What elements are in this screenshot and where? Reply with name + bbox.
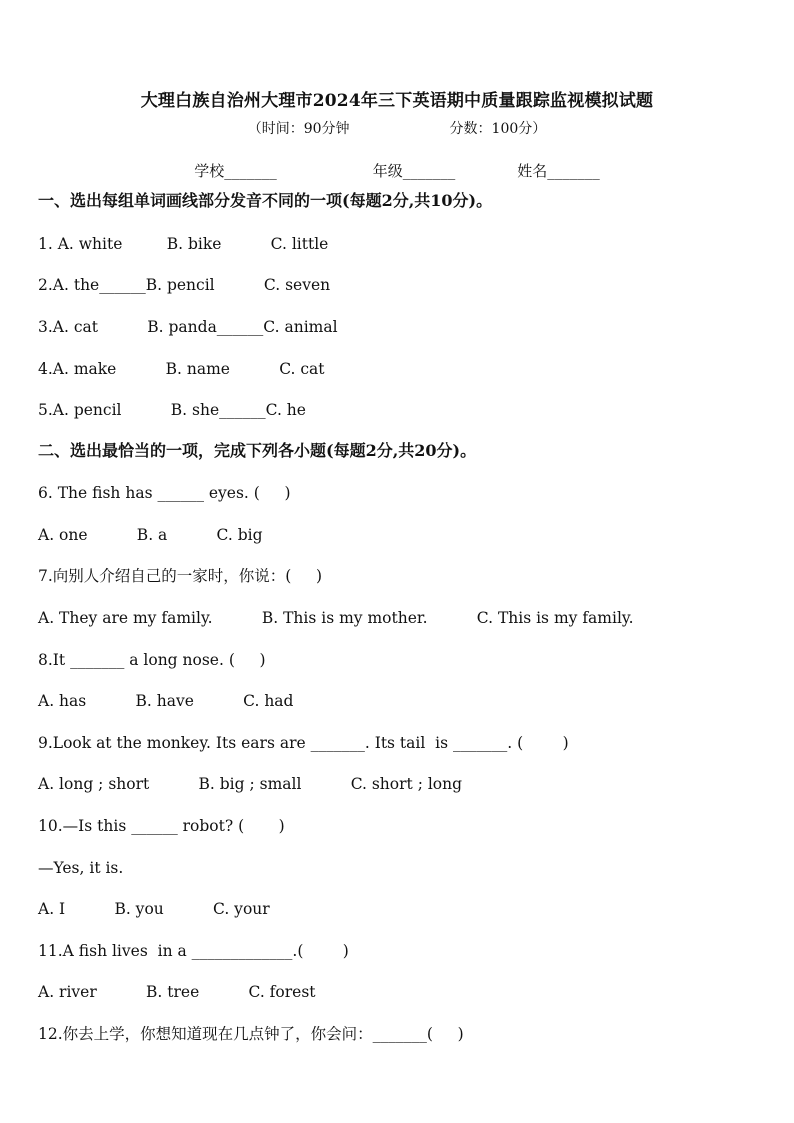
grade-field: 年级_______: [372, 162, 456, 180]
question-line: 6. The fish has ______ eyes. ( ): [38, 484, 291, 502]
answer-options: A. river B. tree C. forest: [38, 983, 316, 1001]
student-info: [0, 160, 794, 181]
school-field: 学校_______: [194, 162, 277, 180]
total-score: 分数：100分）: [449, 121, 547, 137]
answer-options: A. one B. a C. big: [38, 526, 263, 544]
dialogue-reply: —Yes, it is.: [38, 859, 124, 877]
question-line: 9.Look at the monkey. Its ears are _______. Its tail is _______. ( ): [38, 734, 569, 752]
question-line: 5.A. pencil B. she______C. he: [38, 401, 306, 419]
section-2-heading: 二、选出最恰当的一项，完成下列各小题(每题2分,共20分)。: [38, 441, 477, 460]
time-limit: （时间：90分钟: [247, 121, 350, 137]
question-line: 1. A. white B. bike C. little: [38, 235, 329, 253]
question-line: 7.向别人介绍自己的一家时，你说：( ): [38, 567, 323, 585]
question-line: 12.你去上学，你想知道现在几点钟了，你会问：_______( ): [38, 1025, 464, 1043]
question-line: 8.It _______ a long nose. ( ): [38, 651, 266, 669]
question-line: 2.A. the______B. pencil C. seven: [38, 276, 331, 294]
question-line: 3.A. cat B. panda______C. animal: [38, 318, 338, 336]
question-line: 11.A fish lives in a _____________.( ): [38, 942, 349, 960]
answer-options: A. I B. you C. your: [38, 900, 270, 918]
question-line: 10.—Is this ______ robot? ( ): [38, 817, 285, 835]
answer-options: A. long ; short B. big ; small C. short ; long: [38, 775, 463, 793]
answer-options: A. has B. have C. had: [38, 692, 294, 710]
question-line: 4.A. make B. name C. cat: [38, 360, 325, 378]
name-field: 姓名_______: [517, 162, 600, 180]
exam-meta: [0, 118, 794, 138]
answer-options: A. They are my family. B. This is my mother. C. This is my family.: [38, 609, 634, 627]
section-1-heading: 一、选出每组单词画线部分发音不同的一项(每题2分,共10分)。: [38, 191, 493, 210]
exam-title: 大理白族自治州大理市2024年三下英语期中质量跟踪监视模拟试题: [140, 91, 654, 111]
